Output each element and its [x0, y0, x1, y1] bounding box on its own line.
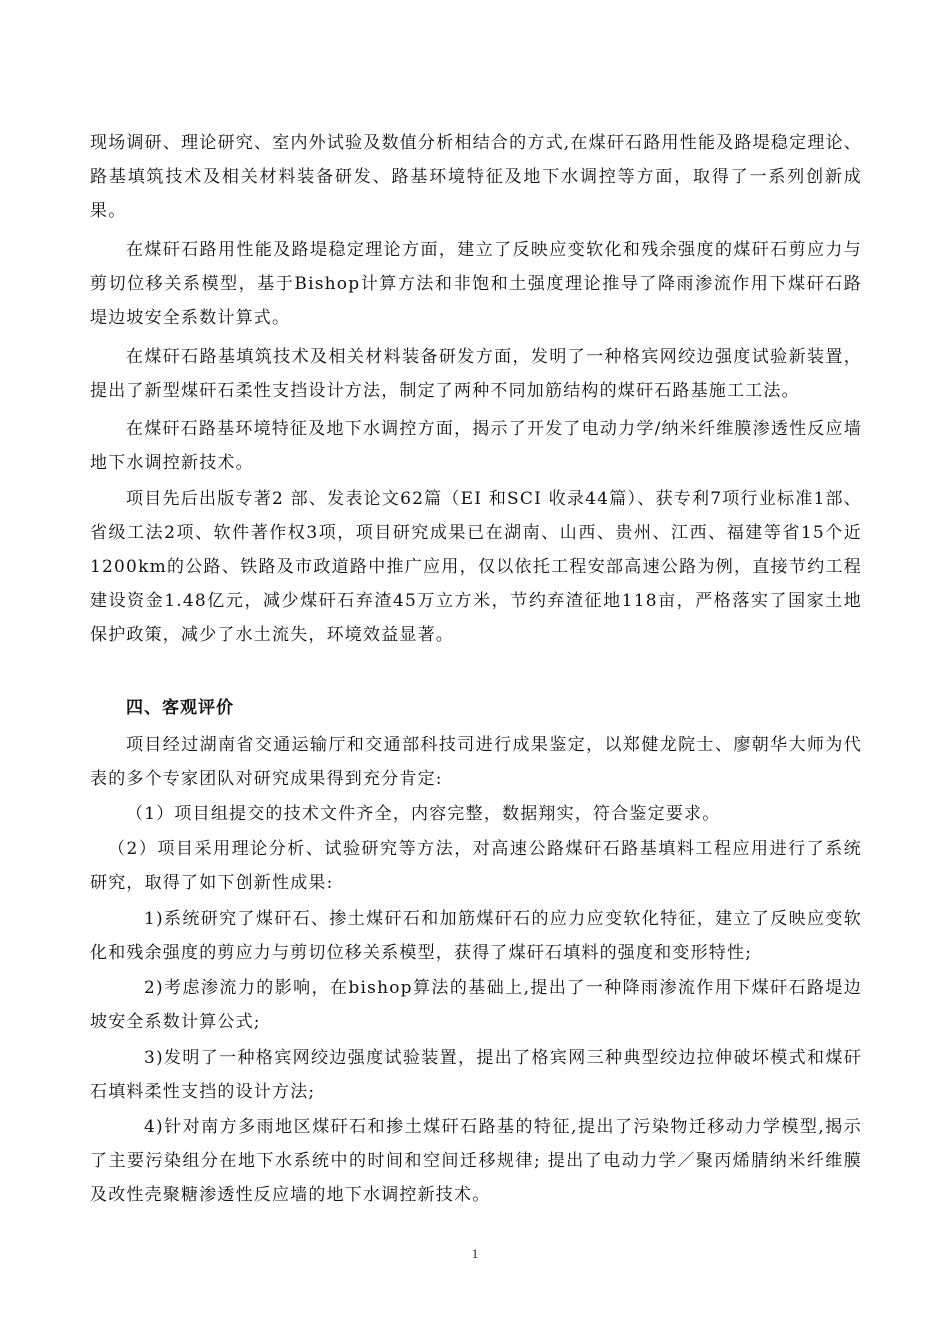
section-heading: 四、客观评价 — [126, 698, 234, 718]
list-item: 3)发明了一种格宾网绞边强度试验装置，提出了格宾网三种典型绞边拉伸破坏模式和煤矸石填料柔性支挡的设计方法; — [90, 1048, 862, 1102]
list-item: 2)考虑渗流力的影响，在bishop算法的基础上,提出了一种降雨渗流作用下煤矸石路堤边坡安全系数计算公式; — [90, 978, 862, 1032]
list-item: 4)针对南方多雨地区煤矸石和掺土煤矸石路基的特征,提出了污染物迁移动力学模型,揭示了主要污染组分在地下水系统中的时间和空间迁移规律; 提出了电动力学／聚丙烯腈纳米纤维膜及改性壳聚糖渗透性反应墙的地下水调控新技术。 — [90, 1117, 862, 1205]
body-paragraph: 在煤矸石路基环境特征及地下水调控方面，揭示了开发了电动力学/纳米纤维膜渗透性反应墙地下水调控新技术。 — [90, 419, 862, 473]
body-paragraph: 项目经过湖南省交通运输厅和交通部科技司进行成果鉴定，以郑健龙院士、廖朝华大师为代表的多个专家团队对研究成果得到充分肯定: — [90, 735, 862, 789]
list-item: 1)系统研究了煤矸石、掺土煤矸石和加筋煤矸石的应力应变软化特征，建立了反映应变软化和残余强度的剪应力与剪切位移关系模型，获得了煤矸石填料的强度和变形特性; — [90, 909, 862, 963]
body-paragraph: 现场调研、理论研究、室内外试验及数值分析相结合的方式,在煤矸石路用性能及路堤稳定理论、路基填筑技术及相关材料装备研发、路基环境特征及地下水调控等方面，取得了一系列创新成果。 — [90, 133, 862, 221]
body-paragraph: 在煤矸石路用性能及路堤稳定理论方面，建立了反映应变软化和残余强度的煤矸石剪应力与剪切位移关系模型，基于Bishop计算方法和非饱和土强度理论推导了降雨渗流作用下煤矸石路堤边坡安全系数计算式。 — [90, 240, 862, 328]
list-item: （1）项目组提交的技术文件齐全，内容完整，数据翔实，符合鉴定要求。 — [126, 804, 721, 824]
body-paragraph: 在煤矸石路基填筑技术及相关材料装备研发方面，发明了一种格宾网绞边强度试验新装置，提出了新型煤矸石柔性支挡设计方法，制定了两种不同加筋结构的煤矸石路基施工工法。 — [90, 347, 862, 401]
list-item: （2）项目采用理论分析、试验研究等方法，对高速公路煤矸石路基填料工程应用进行了系统研究，取得了如下创新性成果: — [90, 839, 862, 893]
body-paragraph: 项目先后出版专著2 部、发表论文62篇（EI 和SCI 收录44篇）、获专利7项行业标准1部、省级工法2项、软件著作权3项，项目研究成果已在湖南、山西、贵州、江西、福建等省15个近1200km的公路、铁路及市政道路中推广应用，仅以依托工程安部高速公路为例，直接节约工程建设资金1.48亿元，减少煤矸石弃渣45万立方米，节约弃渣征地118亩，严格落实了国家土地保护政策，减少了水土流失，环境效益显著。 — [90, 489, 862, 645]
page-number: 1 — [471, 1246, 479, 1261]
